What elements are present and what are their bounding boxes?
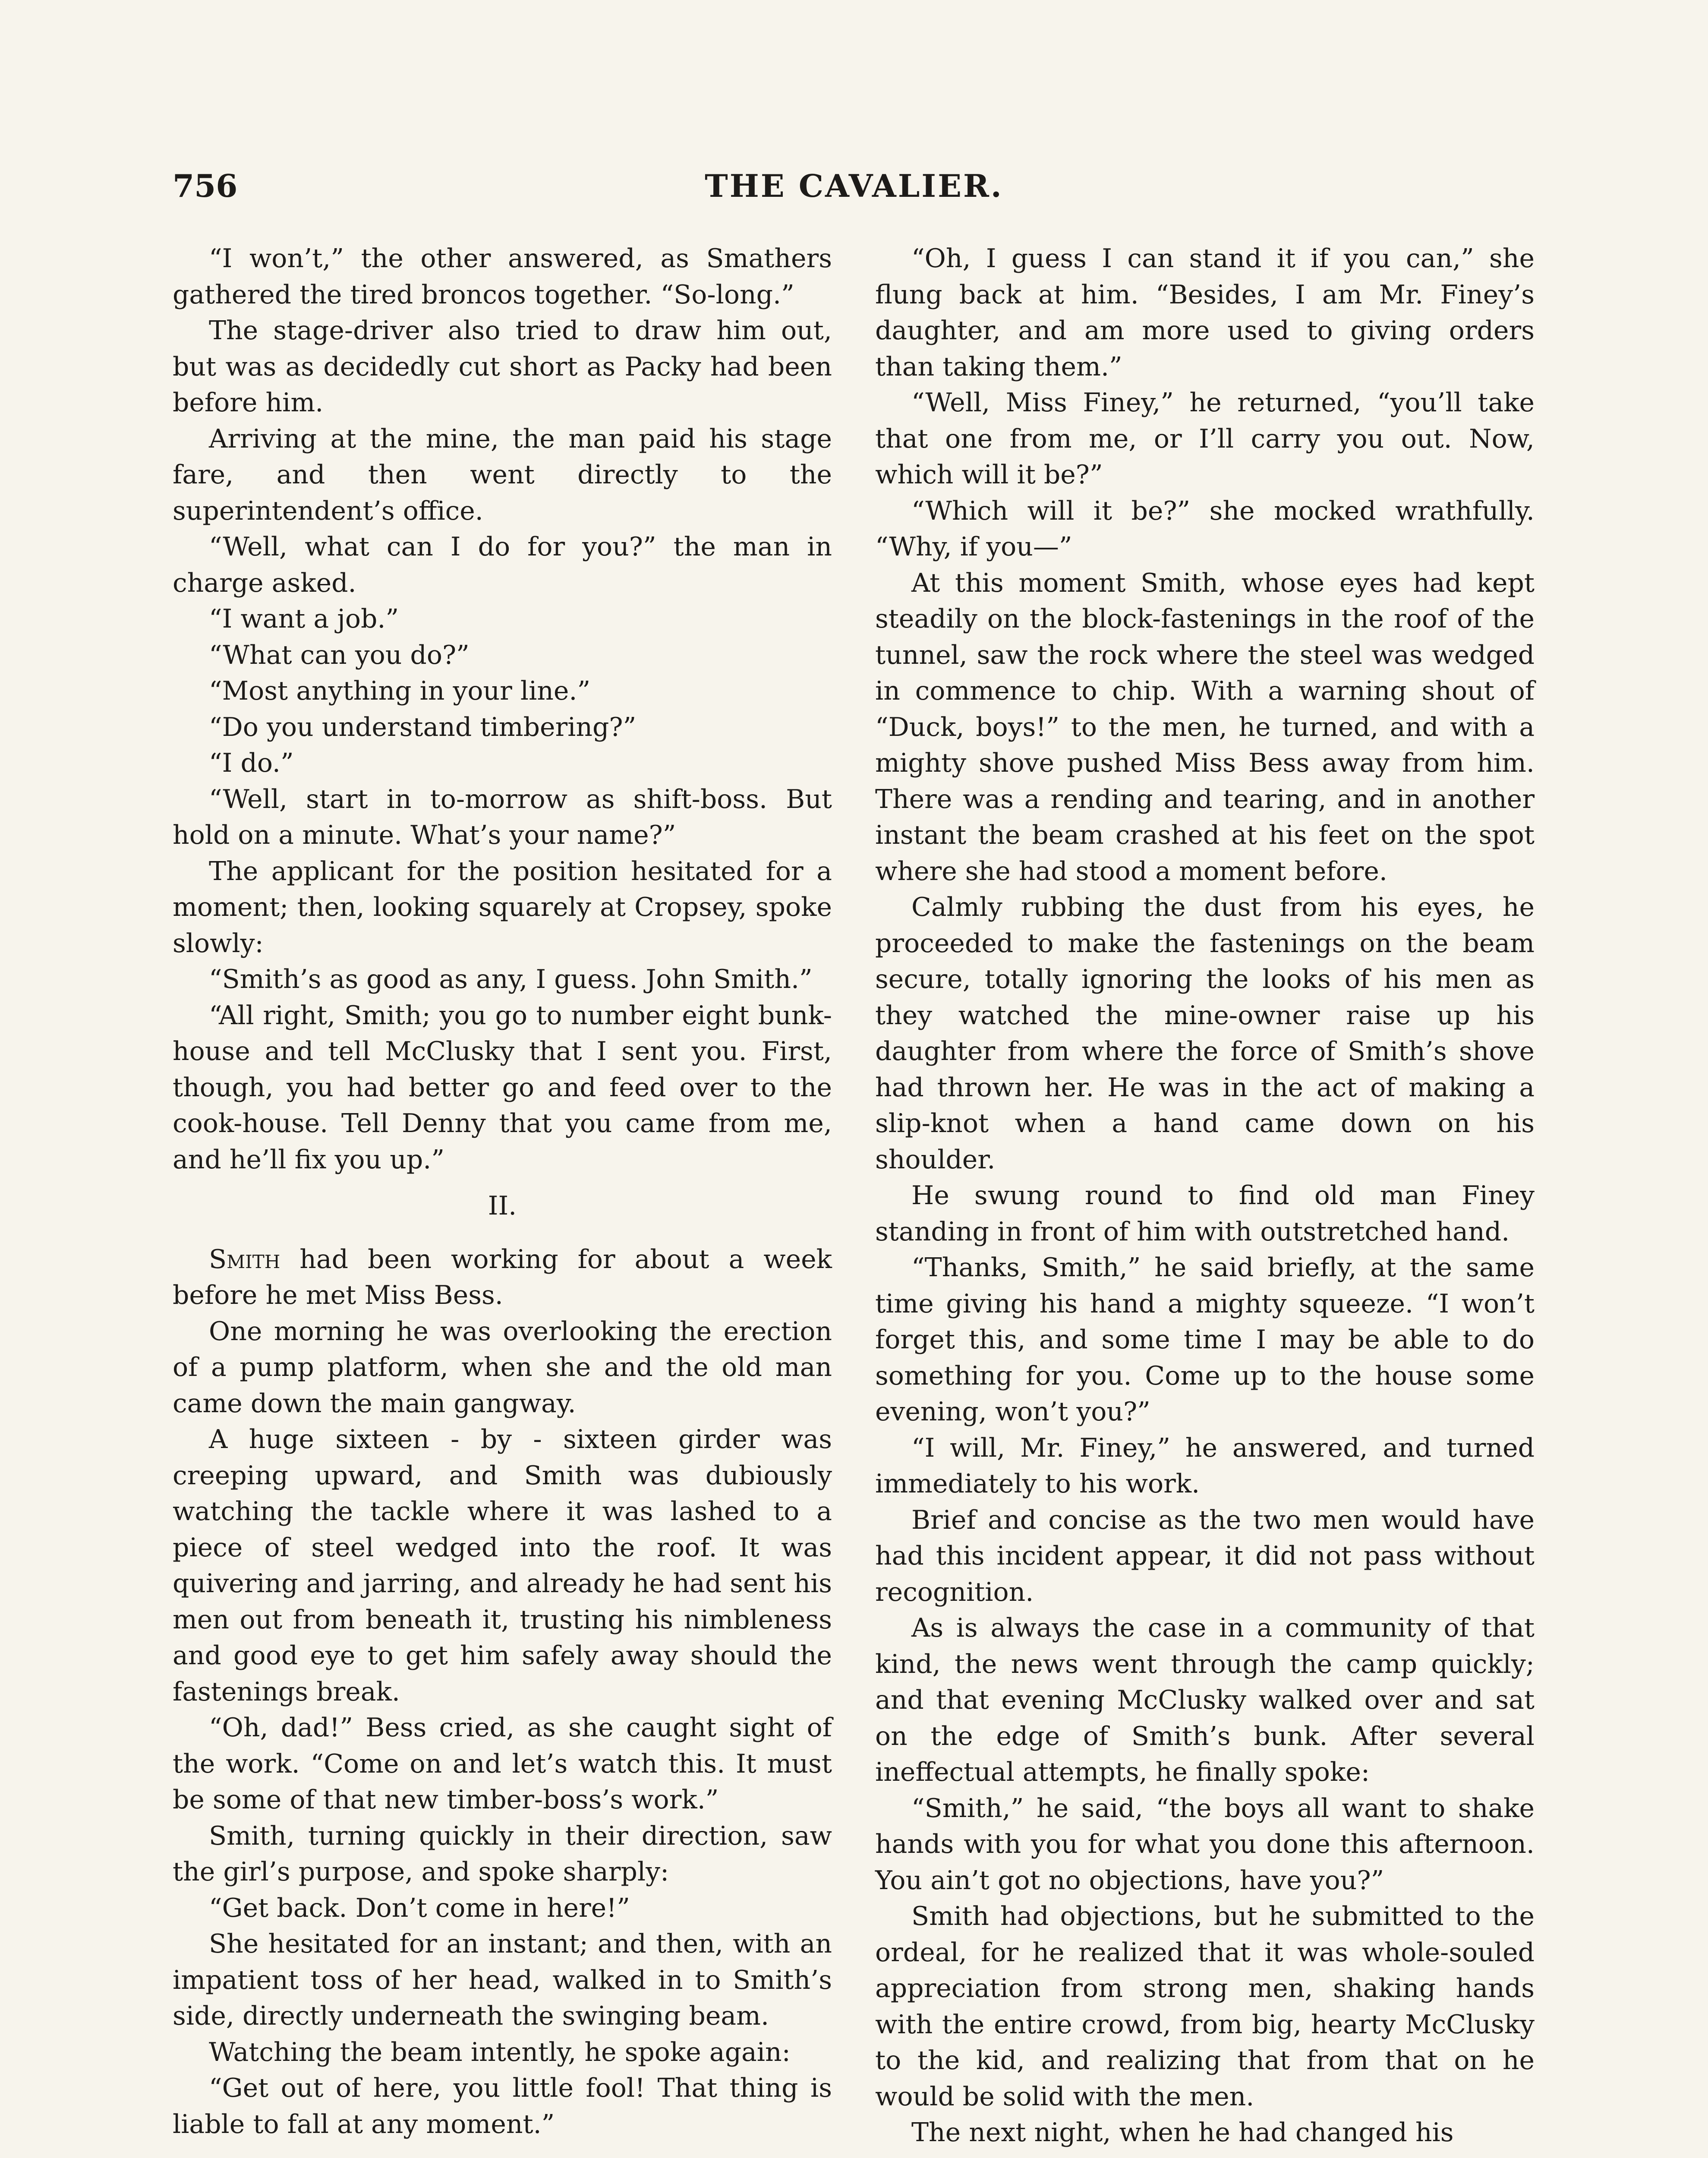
paragraph: He swung round to find old man Finey standing in front of him with outstretched hand. xyxy=(875,1180,1535,1247)
paragraph: “I won’t,” the other answered, as Smathers gathered the tired broncos together. “So-long.” xyxy=(173,243,832,310)
section-heading: II. xyxy=(488,1191,517,1221)
paragraph: “I do.” xyxy=(209,748,294,778)
paragraph: Brief and concise as the two men would have had this incident appear, it did not pass without recognition. xyxy=(875,1505,1535,1607)
paragraph: “Most anything in your line.” xyxy=(209,676,591,706)
paragraph: “What can you do?” xyxy=(209,640,470,670)
paragraph-text: had been working for about a week before he met Miss Bess. xyxy=(173,1244,832,1310)
paragraph: A huge sixteen - by - sixteen girder was creeping upward, and Smith was dubiously watching the tackle where it was lashed to a piece of steel wedged into the roof. It was quivering and jarring, and already he had sent his men out from beneath it, trusting his nimbleness and good eye to get him safely away should the fastenings break. xyxy=(173,1424,832,1707)
paragraph: “Well, what can I do for you?” the man in charge asked. xyxy=(173,532,832,598)
paragraph: Watching the beam intently, he spoke again: xyxy=(209,2037,791,2067)
paragraph: “Oh, I guess I can stand it if you can,” she flung back at him. “Besides, I am Mr. Finey’s daughter, and am more used to giving orders than taking them.” xyxy=(875,243,1535,382)
paragraph: One morning he was overlooking the erection of a pump platform, when she and the old man came down the main gangway. xyxy=(173,1316,832,1419)
paragraph: The next night, when he had changed his xyxy=(911,2117,1454,2148)
paragraph: As is always the case in a community of that kind, the news went through the camp quickly; and that evening McClusky walked over and sat on the edge of Smith’s bunk. After several ineffectual attempts, he finally spoke: xyxy=(875,1613,1535,1787)
paragraph: “Which will it be?” she mocked wrathfully. “Why, if you—” xyxy=(875,495,1535,562)
running-head-title: THE CAVALIER. xyxy=(705,167,1003,204)
paragraph: “I will, Mr. Finey,” he answered, and turned immediately to his work. xyxy=(875,1432,1535,1499)
paragraph: The applicant for the position hesitated for a moment; then, looking squarely at Cropsey, spoke slowly: xyxy=(173,856,832,959)
paragraph: “Do you understand timbering?” xyxy=(209,712,637,742)
page-number: 756 xyxy=(173,167,238,204)
paragraph: “Well, Miss Finey,” he returned, “you’ll take that one from me, or I’ll carry you out. Now, which will it be?” xyxy=(875,388,1535,490)
paragraph: Smith had objections, but he submitted to the ordeal, for he realized that it was whole-souled appreciation from strong men, shaking hands with the entire crowd, from big, hearty McClusky to the kid, and realizing that from that on he would be solid with the men. xyxy=(875,1901,1535,2112)
paragraph: “Get out of here, you little fool! That thing is liable to fall at any moment.” xyxy=(173,2073,832,2139)
paragraph: At this moment Smith, whose eyes had kept steadily on the block-fastenings in the roof of the tunnel, saw the rock where the steel was wedged in commence to chip. With a warning shout of “Duck, boys!” to the men, he turned, and with a mighty shove pushed Miss Bess away from him. There was a rending and tearing, and in another instant the beam crashed at his feet on the spot where she had stood a moment before. xyxy=(875,568,1535,887)
paragraph: “Well, start in to-morrow as shift-boss. But hold on a minute. What’s your name?” xyxy=(173,784,832,850)
section-lead-word: Smith xyxy=(209,1244,280,1275)
right-column xyxy=(875,241,1535,2151)
paragraph: “Smith’s as good as any, I guess. John Smith.” xyxy=(209,964,813,994)
paragraph: “Get back. Don’t come in here!” xyxy=(209,1893,630,1923)
paragraph: “Oh, dad!” Bess cried, as she caught sight of the work. “Come on and let’s watch this. It must be some of that new timber-boss’s work.” xyxy=(173,1713,832,1815)
paragraph: She hesitated for an instant; and then, with an impatient toss of her head, walked in to Smith’s side, directly underneath the swinging beam. xyxy=(173,1929,832,2031)
paragraph: Arriving at the mine, the man paid his stage fare, and then went directly to the superintendent’s office. xyxy=(173,423,832,526)
paragraph: “Thanks, Smith,” he said briefly, at the same time giving his hand a mighty squeeze. “I won’t forget this, and some time I may be able to do something for you. Come up to the house some evening, won’t you?” xyxy=(875,1253,1535,1427)
paragraph: Calmly rubbing the dust from his eyes, he proceeded to make the fastenings on the beam secure, totally ignoring the looks of his men as they watched the mine-owner raise up his daughter from where the force of Smith’s shove had thrown her. He was in the act of making a slip-knot when a hand came down on his shoulder. xyxy=(875,892,1535,1175)
paragraph: Smith, turning quickly in their direction, saw the girl’s purpose, and spoke sharply: xyxy=(173,1820,832,1887)
paragraph: “I want a job.” xyxy=(209,604,399,634)
section-first-paragraph xyxy=(173,1242,832,1314)
paragraph: “All right, Smith; you go to number eight bunk-house and tell McClusky that I sent you. First, though, you had better go and feed over to the cook-house. Tell Denny that you came from me, and he’ll fix you up.” xyxy=(173,1000,832,1175)
paragraph: The stage-driver also tried to draw him out, but was as decidedly cut short as Packy had been before him. xyxy=(173,315,832,418)
left-column xyxy=(173,241,832,2142)
paragraph: “Smith,” he said, “the boys all want to shake hands with you for what you done this afternoon. You ain’t got no objections, have you?” xyxy=(875,1793,1535,1896)
